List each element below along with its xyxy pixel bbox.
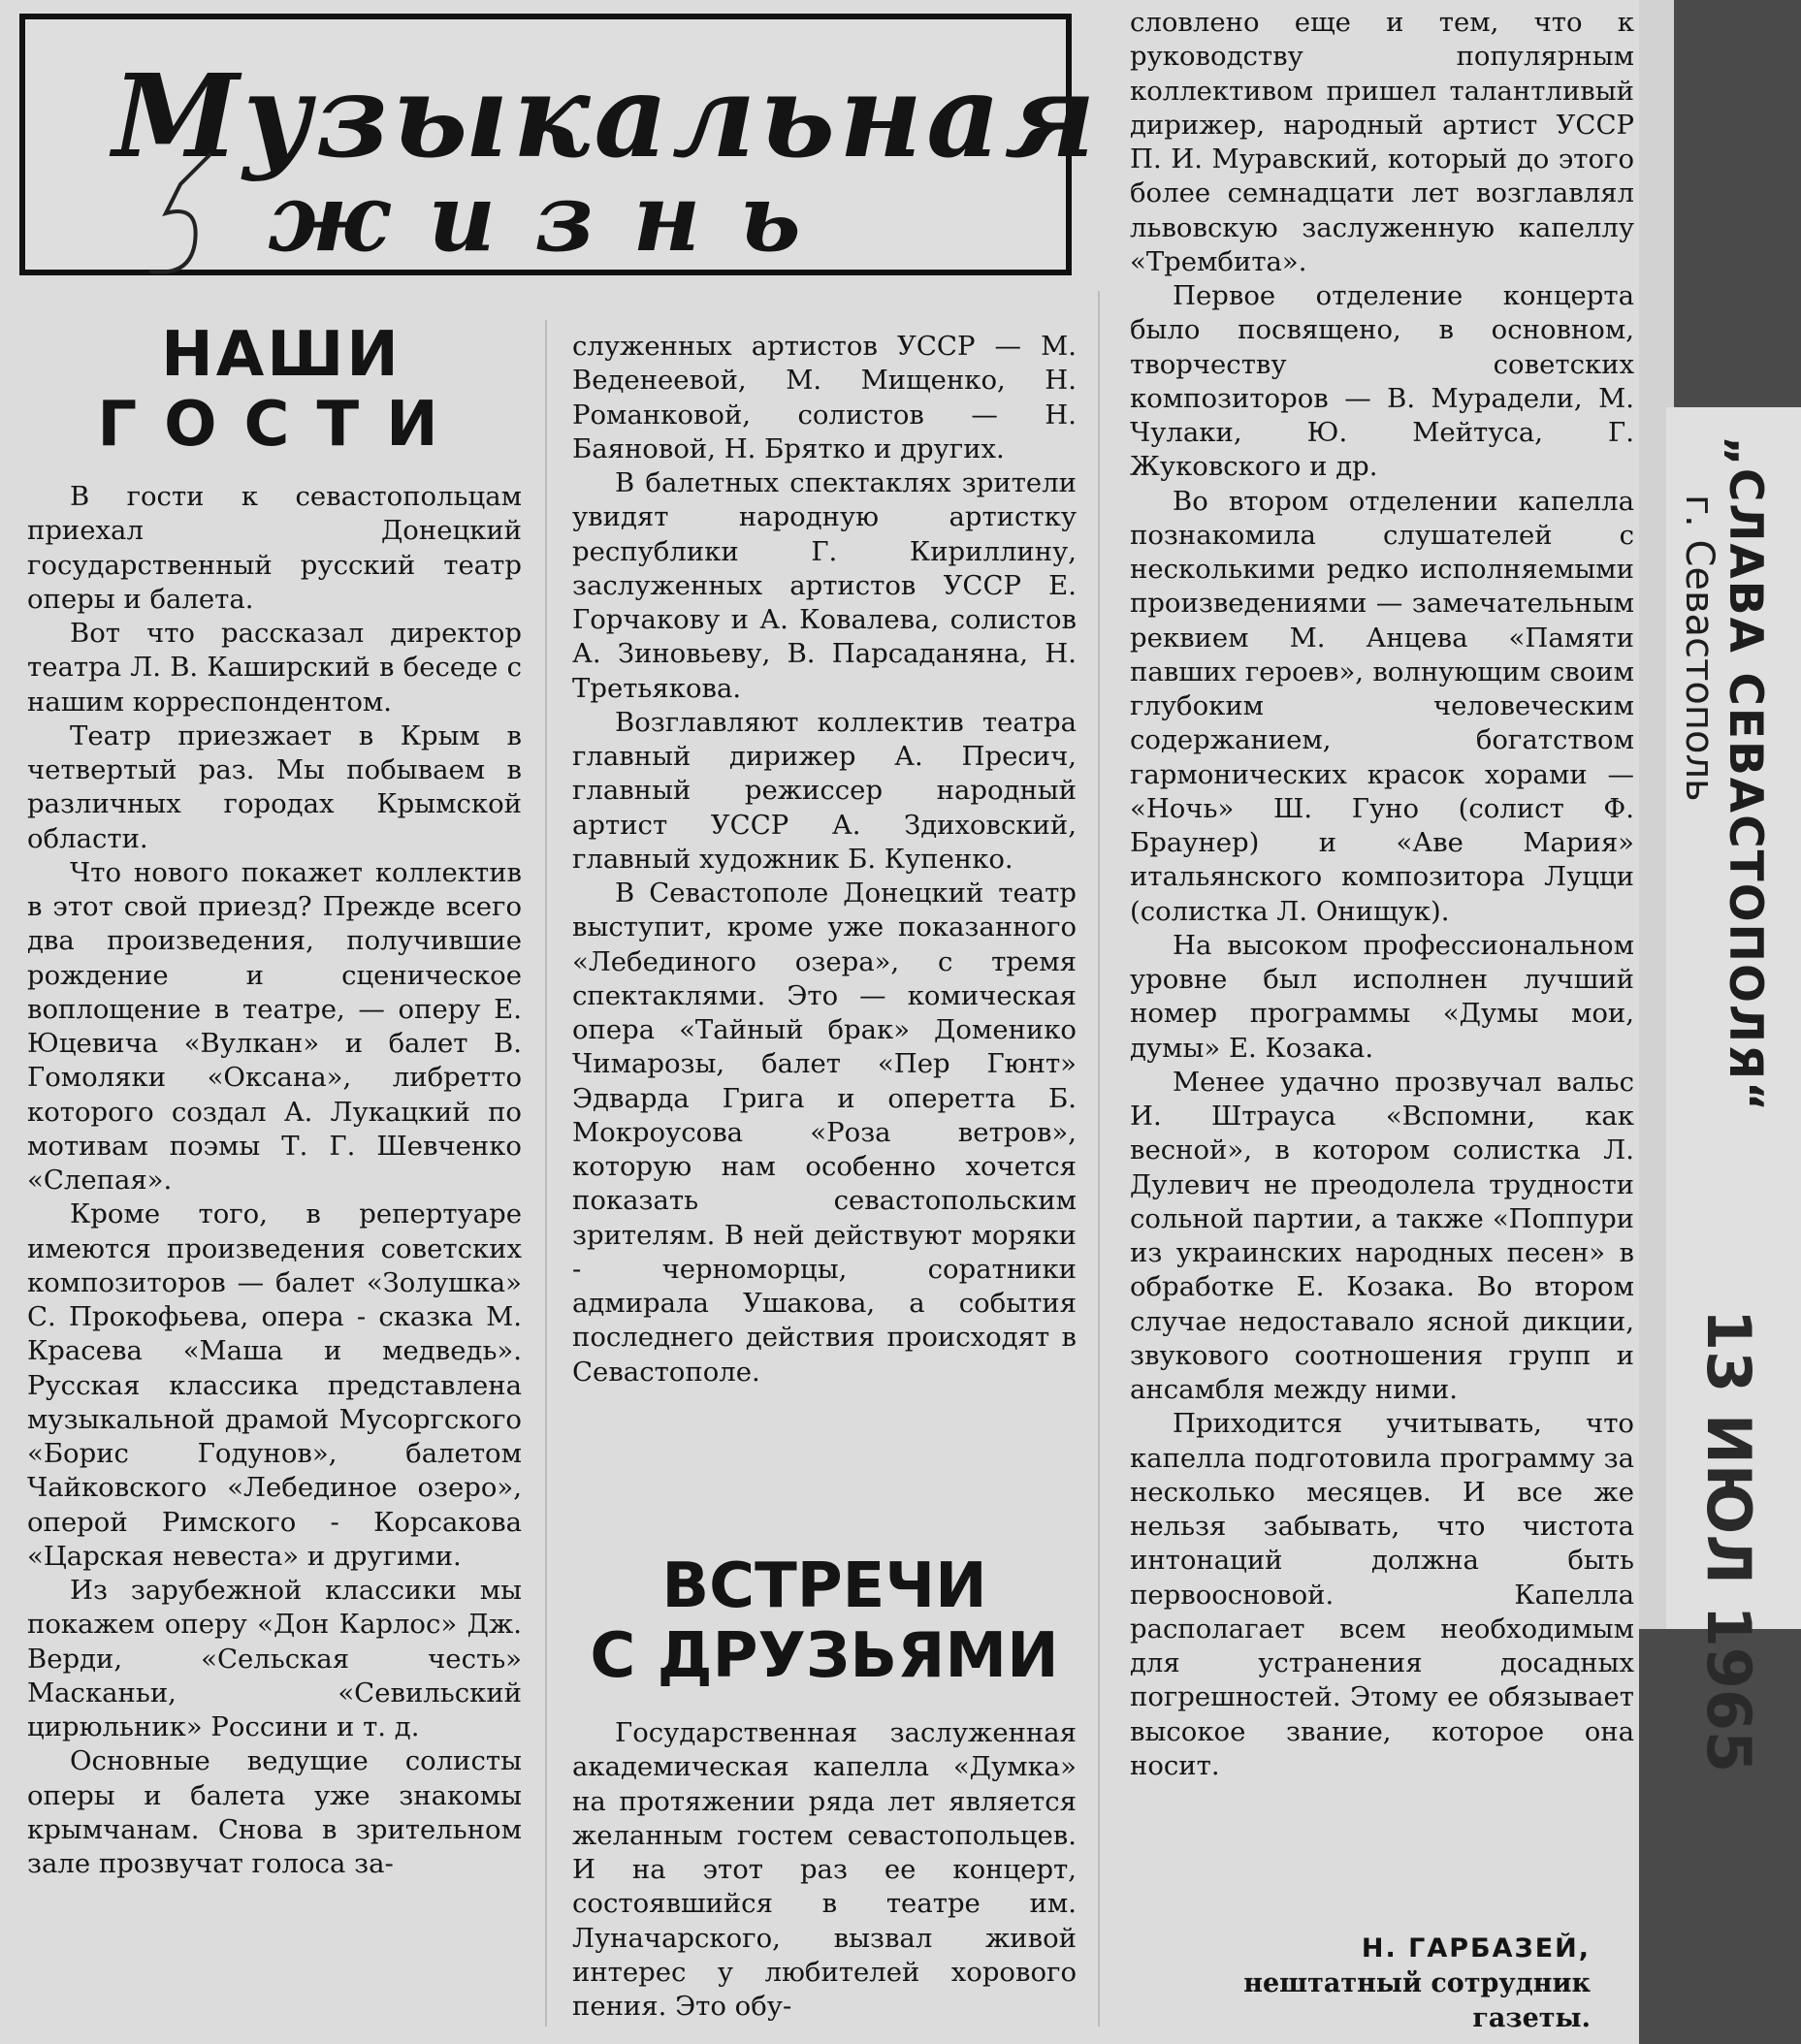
stamp-date: 13 ИЮЛ 1965 — [1693, 1309, 1764, 1773]
article2-byline — [1135, 1932, 1591, 2036]
paragraph: Вот что рассказал директор театра Л. В. Каширский в беседе с нашим корреспондентом. — [27, 618, 522, 718]
newspaper-stamp — [1666, 407, 1801, 1773]
masthead-title-line1: Музыкальная — [113, 48, 1100, 183]
stamp-city: г. Севастополь — [1677, 495, 1721, 802]
column-divider — [1098, 291, 1100, 2027]
paragraph: В гости к севастопольцам приехал Донецкий государственный русский театр оперы и балета. — [27, 481, 522, 615]
paragraph: словлено еще и тем, что к руководству популярным коллективом пришел талантливый дирижер, народный артист УССР П. И. Муравский, который до этого более семнадцати лет возглавлял львовскую заслуженную капеллу «Трембита». — [1130, 7, 1634, 277]
article1-headline-line1: НАШИ — [161, 319, 402, 391]
masthead-title-line2: жизнь — [268, 163, 840, 272]
paragraph: Что нового покажет коллектив в этот свой приезд? Прежде всего два произведения, получившие рождение и сценическое воплощение в театре, — оперу Е. Юцевича «Вулкан» и балет В. Гомоляки «Оксана», либретто которого создал А. Лукацкий по мотивам поэмы Т. Г. Шевченко «Слепая». — [27, 856, 522, 1196]
paragraph: Театр приезжает в Крым в четвертый раз. Мы побываем в различных городах Крымской области. — [27, 719, 522, 854]
paragraph: служенных артистов УССР — М. Веденеевой, М. Мищенко, Н. Романковой, солистов — Н. Баяновой, Н. Брятко и других. — [572, 331, 1077, 464]
article1-headline-line2: ГОСТИ — [97, 389, 466, 461]
article2-headline-line1: ВСТРЕЧИ — [661, 1550, 987, 1622]
paragraph: Возглавляют коллектив театра главный дирижер А. Пресич, главный режиссер народный артист УССР А. Здиховский, главный художник Б. Купенко. — [572, 706, 1077, 875]
paragraph: Из зарубежной классики мы покажем оперу «Дон Карлос» Дж. Верди, «Сельская честь» Масканьи, «Севильский цирюльник» Россини и т. д. — [27, 1575, 522, 1742]
author-role-cont: газеты. — [1472, 2003, 1591, 2033]
stamp-newspaper-name: „СЛАВА СЕВАСТОПОЛЯ“ — [1719, 436, 1772, 1114]
article1-column2 — [572, 330, 1077, 1389]
paragraph: Государственная заслуженная академическая капелла «Думка» на протяжении ряда лет является желанным гостем севастопольцев. И на этот раз ее концерт, состоявшийся в театре им. Луначарского, вызвал живой интерес у любителей хорового пения. Это обу- — [572, 1717, 1077, 2022]
handwritten-number-mark — [142, 145, 229, 291]
paragraph: В балетных спектаклях зрители увидят народную артистку республики Г. Кириллину, заслуженных артистов УССР Е. Горчакову и А. Ковалева, солистов А. Зиновьеву, В. Парсаданяна, Н. Третьякова. — [572, 467, 1077, 704]
author-role: нештатный сотрудник — [1243, 1968, 1591, 1998]
column-divider — [545, 320, 547, 2027]
article2-column2 — [572, 1716, 1077, 2024]
article2-headline-line2: С ДРУЗЬЯМИ — [590, 1620, 1059, 1692]
paragraph: Кроме того, в репертуаре имеются произведения советских композиторов — балет «Золушка» С. Прокофьева, опера - сказка М. Красева «Маша и медведь». Русская классика представлена музыкальной драмой Мусоргского «Борис Годунов», балетом Чайковского «Лебединое озеро», оперой Римского - Корсакова «Царская невеста» и другими. — [27, 1198, 522, 1572]
article2-column3 — [1130, 6, 1634, 1783]
paragraph: Менее удачно прозвучал вальс И. Штрауса «Вспомни, как весной», в котором солистка Л. Дулевич не преодолела трудности сольной партии, а также «Поппури из украинских народных песен» в обработке Е. Козака. Во втором случае недоставало ясной дикции, звукового соотношения групп и ансамбля между ними. — [1130, 1066, 1634, 1405]
author-name: Н. ГАРБАЗЕЙ, — [1361, 1933, 1591, 1964]
paragraph: Первое отделение концерта было посвящено, в основном, творчеству советских композиторов — В. Мурадели, М. Чулаки, Ю. Мейтуса, Г. Жуковского и др. — [1130, 280, 1634, 483]
paragraph: На высоком профессиональном уровне был исполнен лучший номер программы «Думы мои, думы» Е. Козака. — [1130, 929, 1634, 1064]
section-masthead — [19, 14, 1100, 275]
paragraph: Основные ведущие солисты оперы и балета уже знакомы крымчанам. Снова в зрительном зале прозвучат голоса за- — [27, 1745, 522, 1879]
paragraph: В Севастополе Донецкий театр выступит, кроме уже показанного «Лебединого озера», с тремя спектаклями. Это — комическая опера «Тайный брак» Доменико Чимарозы, балет «Пер Гюнт» Эдварда Грига и оперетта Б. Мокроусова «Роза ветров», которую нам особенно хочется показать севастопольским зрителям. В ней действуют моряки - черноморцы, соратники адмирала Ушакова, а события последнего действия происходят в Севастополе. — [572, 878, 1077, 1388]
paragraph: Приходится учитывать, что капелла подготовила программу за несколько месяцев. И все же нельзя забывать, что чистота интонаций должна быть первоосновой. Капелла располагает всем необходимым для устранения досадных погрешностей. Этому ее обязывает высокое звание, которое она носит. — [1130, 1408, 1634, 1781]
article1-column1 — [27, 480, 522, 1881]
paragraph: Во втором отделении капелла познакомила слушателей с несколькими редко исполняемыми произведениями — замечательным реквием М. Анцева «Памяти павших героев», волнующим своим глубоким человеческим содержанием, богатством гармонических красок хорами — «Ночь» Ш. Гуно (солист Ф. Браунер) и «Аве Мария» итальянского композитора Луцци (солистка Л. Онищук). — [1130, 485, 1634, 927]
